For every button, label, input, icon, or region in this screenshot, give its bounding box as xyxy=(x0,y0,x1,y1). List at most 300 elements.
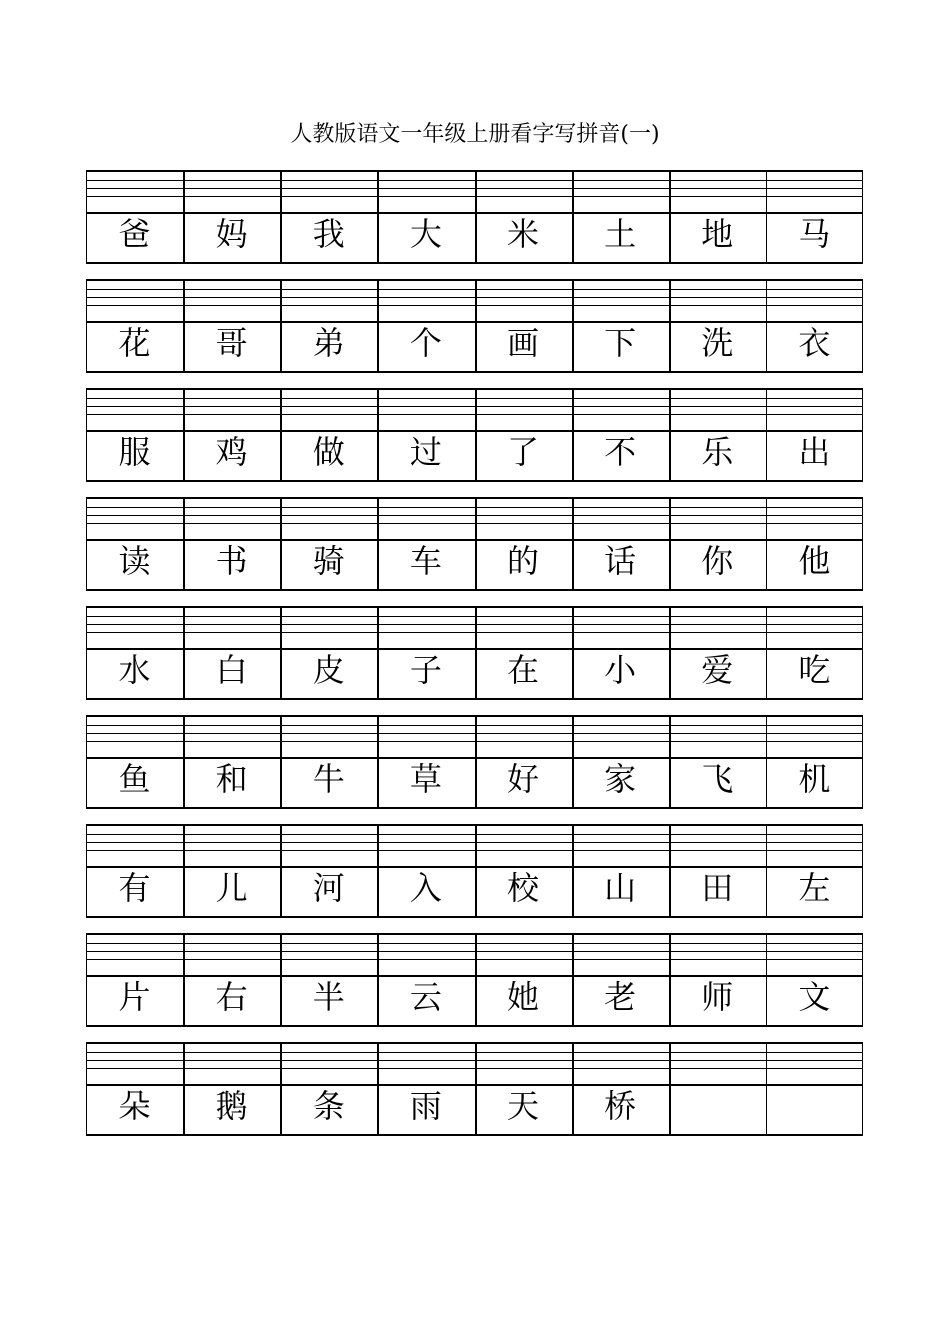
writing-cell[interactable] xyxy=(86,933,183,1027)
pinyin-line xyxy=(475,497,572,499)
cell-divider xyxy=(183,606,185,700)
pinyin-line xyxy=(475,715,572,717)
writing-cell[interactable] xyxy=(669,933,766,1027)
pinyin-line xyxy=(377,842,474,843)
cell-divider xyxy=(183,170,185,264)
writing-cell[interactable] xyxy=(766,279,863,373)
chinese-character: 牛 xyxy=(312,760,345,798)
pinyin-line xyxy=(377,289,474,290)
pinyin-line xyxy=(280,606,377,608)
pinyin-line xyxy=(572,196,669,197)
writing-cell[interactable] xyxy=(572,1042,669,1136)
pinyin-line xyxy=(475,170,572,172)
cell-divider xyxy=(766,824,767,918)
writing-cell[interactable] xyxy=(475,388,572,482)
cell-divider xyxy=(183,715,185,809)
writing-cell[interactable] xyxy=(280,606,377,700)
cell-divider xyxy=(475,279,477,373)
writing-cell[interactable] xyxy=(183,388,280,482)
pinyin-line xyxy=(183,289,280,290)
pinyin-line xyxy=(669,741,766,742)
pinyin-line xyxy=(183,715,280,717)
pinyin-line xyxy=(377,933,474,935)
pinyin-line xyxy=(669,624,766,625)
pinyin-line xyxy=(86,523,183,524)
pinyin-line xyxy=(669,305,766,306)
chinese-character: 你 xyxy=(701,542,734,580)
writing-cell[interactable] xyxy=(183,170,280,264)
writing-cell[interactable] xyxy=(280,1042,377,1136)
cell-divider xyxy=(475,933,477,1027)
writing-cell[interactable] xyxy=(377,715,474,809)
pinyin-line xyxy=(475,515,572,516)
pinyin-line xyxy=(572,842,669,843)
cell-divider xyxy=(377,388,379,482)
pinyin-line xyxy=(280,188,377,189)
cell-divider xyxy=(669,497,671,591)
pinyin-line xyxy=(669,414,766,415)
pinyin-line xyxy=(669,523,766,524)
pinyin-line xyxy=(766,725,863,726)
pinyin-line xyxy=(475,842,572,843)
pinyin-line xyxy=(377,1052,474,1053)
pinyin-line xyxy=(183,406,280,407)
pinyin-line xyxy=(766,741,863,742)
writing-cell[interactable] xyxy=(766,824,863,918)
cell-divider xyxy=(766,933,767,1027)
pinyin-line xyxy=(183,951,280,952)
chinese-character: 文 xyxy=(798,978,831,1016)
pinyin-line xyxy=(86,834,183,835)
pinyin-line xyxy=(280,733,377,734)
pinyin-line xyxy=(377,497,474,499)
pinyin-line xyxy=(475,725,572,726)
chinese-character: 车 xyxy=(409,542,442,580)
writing-cell[interactable] xyxy=(377,933,474,1027)
writing-cell[interactable] xyxy=(86,388,183,482)
writing-cell[interactable] xyxy=(475,606,572,700)
chinese-character xyxy=(669,1078,766,1134)
writing-cell[interactable] xyxy=(475,279,572,373)
writing-cell[interactable] xyxy=(86,606,183,700)
pinyin-line xyxy=(183,824,280,826)
cell-divider xyxy=(280,715,282,809)
pinyin-line xyxy=(766,289,863,290)
pinyin-line xyxy=(280,624,377,625)
pinyin-line xyxy=(766,305,863,306)
cell-divider xyxy=(280,497,282,591)
writing-cell[interactable] xyxy=(766,606,863,700)
chinese-character: 衣 xyxy=(798,324,831,362)
writing-cell[interactable] xyxy=(183,933,280,1027)
writing-cell[interactable] xyxy=(377,388,474,482)
pinyin-line xyxy=(280,824,377,826)
pinyin-line xyxy=(377,733,474,734)
pinyin-line xyxy=(669,842,766,843)
writing-cell[interactable] xyxy=(669,388,766,482)
pinyin-line xyxy=(475,279,572,281)
writing-cell[interactable] xyxy=(475,933,572,1027)
cell-divider xyxy=(475,715,477,809)
pinyin-line xyxy=(183,297,280,298)
writing-cell[interactable] xyxy=(475,715,572,809)
writing-cell[interactable] xyxy=(475,1042,572,1136)
pinyin-line xyxy=(766,850,863,851)
pinyin-line xyxy=(669,289,766,290)
pinyin-line xyxy=(183,733,280,734)
pinyin-line xyxy=(766,1042,863,1044)
pinyin-line xyxy=(766,616,863,617)
pinyin-line xyxy=(669,398,766,399)
pinyin-line xyxy=(766,388,863,390)
chinese-character: 水 xyxy=(118,651,151,689)
chinese-character: 云 xyxy=(409,978,442,1016)
writing-cell[interactable] xyxy=(183,497,280,591)
pinyin-line xyxy=(377,170,474,172)
pinyin-line xyxy=(280,725,377,726)
chinese-character: 吃 xyxy=(798,651,831,689)
chinese-character: 飞 xyxy=(701,760,734,798)
pinyin-line xyxy=(377,406,474,407)
writing-cell[interactable] xyxy=(766,497,863,591)
writing-cell[interactable] xyxy=(280,279,377,373)
cell-divider xyxy=(183,497,185,591)
pinyin-line xyxy=(183,515,280,516)
pinyin-line xyxy=(377,741,474,742)
chinese-character: 出 xyxy=(798,433,831,471)
writing-cell[interactable] xyxy=(475,824,572,918)
chinese-character: 鸡 xyxy=(215,433,248,471)
cell-divider xyxy=(377,170,379,264)
pinyin-line xyxy=(280,388,377,390)
cell-divider xyxy=(183,824,185,918)
pinyin-line xyxy=(377,850,474,851)
writing-cell[interactable] xyxy=(766,170,863,264)
pinyin-line xyxy=(475,733,572,734)
pinyin-line xyxy=(86,497,183,499)
pinyin-line xyxy=(475,1052,572,1053)
pinyin-line xyxy=(86,951,183,952)
cell-divider xyxy=(766,388,767,482)
pinyin-line xyxy=(183,943,280,944)
chinese-character: 地 xyxy=(701,215,734,253)
writing-cell[interactable] xyxy=(572,824,669,918)
chinese-character: 有 xyxy=(118,869,151,907)
chinese-character: 做 xyxy=(312,433,345,471)
pinyin-line xyxy=(86,616,183,617)
pinyin-line xyxy=(377,1068,474,1069)
writing-cell[interactable] xyxy=(377,279,474,373)
pinyin-line xyxy=(183,933,280,935)
pinyin-line xyxy=(377,951,474,952)
pinyin-line xyxy=(475,188,572,189)
pinyin-line xyxy=(669,1060,766,1061)
pinyin-worksheet xyxy=(86,170,863,1151)
pinyin-line xyxy=(280,933,377,935)
writing-cell[interactable] xyxy=(475,170,572,264)
pinyin-line xyxy=(669,943,766,944)
cell-divider xyxy=(669,824,671,918)
writing-cell[interactable] xyxy=(766,388,863,482)
writing-cell[interactable] xyxy=(183,279,280,373)
writing-cell[interactable] xyxy=(572,606,669,700)
pinyin-line xyxy=(183,606,280,608)
pinyin-line xyxy=(572,733,669,734)
chinese-character: 我 xyxy=(312,215,345,253)
cell-divider xyxy=(475,388,477,482)
pinyin-line xyxy=(183,523,280,524)
pinyin-line xyxy=(669,279,766,281)
pinyin-line xyxy=(572,834,669,835)
cell-divider xyxy=(377,933,379,1027)
chinese-character: 大 xyxy=(409,215,442,253)
writing-cell[interactable] xyxy=(572,170,669,264)
cell-divider xyxy=(280,1042,282,1136)
chinese-character: 鱼 xyxy=(118,760,151,798)
pinyin-line xyxy=(86,824,183,826)
pinyin-line xyxy=(377,196,474,197)
pinyin-line xyxy=(475,388,572,390)
pinyin-line xyxy=(669,1042,766,1044)
writing-cell[interactable] xyxy=(86,824,183,918)
pinyin-line xyxy=(572,624,669,625)
pinyin-line xyxy=(86,414,183,415)
cell-divider xyxy=(669,715,671,809)
cell-divider xyxy=(572,388,574,482)
pinyin-line xyxy=(669,951,766,952)
chinese-character: 朵 xyxy=(118,1087,151,1125)
pinyin-line xyxy=(280,834,377,835)
pinyin-line xyxy=(669,515,766,516)
pinyin-line xyxy=(475,850,572,851)
pinyin-line xyxy=(86,507,183,508)
pinyin-line xyxy=(280,1042,377,1044)
character-row xyxy=(86,824,863,918)
pinyin-line xyxy=(475,951,572,952)
pinyin-line xyxy=(86,1060,183,1061)
pinyin-line xyxy=(280,1060,377,1061)
writing-cell[interactable] xyxy=(280,170,377,264)
pinyin-line xyxy=(572,951,669,952)
pinyin-line xyxy=(280,497,377,499)
writing-cell[interactable] xyxy=(669,715,766,809)
cell-divider xyxy=(572,170,574,264)
pinyin-line xyxy=(86,188,183,189)
chinese-character: 河 xyxy=(312,869,345,907)
cell-divider xyxy=(669,606,671,700)
pinyin-line xyxy=(183,741,280,742)
writing-cell[interactable] xyxy=(280,715,377,809)
pinyin-line xyxy=(475,624,572,625)
writing-cell[interactable] xyxy=(766,1042,863,1136)
pinyin-line xyxy=(475,943,572,944)
pinyin-line xyxy=(183,725,280,726)
writing-cell[interactable] xyxy=(377,497,474,591)
chinese-character: 的 xyxy=(507,542,540,580)
character-row xyxy=(86,606,863,700)
pinyin-line xyxy=(183,1068,280,1069)
pinyin-line xyxy=(766,834,863,835)
pinyin-line xyxy=(572,414,669,415)
chinese-character: 他 xyxy=(798,542,831,580)
chinese-character: 草 xyxy=(409,760,442,798)
pinyin-line xyxy=(475,933,572,935)
writing-cell[interactable] xyxy=(183,715,280,809)
writing-cell[interactable] xyxy=(572,497,669,591)
character-row xyxy=(86,497,863,591)
pinyin-line xyxy=(377,725,474,726)
pinyin-line xyxy=(766,180,863,181)
pinyin-line xyxy=(280,170,377,172)
pinyin-line xyxy=(377,523,474,524)
pinyin-line xyxy=(86,1052,183,1053)
writing-cell[interactable] xyxy=(86,715,183,809)
writing-cell[interactable] xyxy=(766,933,863,1027)
pinyin-line xyxy=(86,850,183,851)
writing-cell[interactable] xyxy=(280,933,377,1027)
pinyin-line xyxy=(766,933,863,935)
chinese-character: 服 xyxy=(118,433,151,471)
chinese-character: 个 xyxy=(409,324,442,362)
pinyin-line xyxy=(766,606,863,608)
writing-cell[interactable] xyxy=(669,606,766,700)
pinyin-line xyxy=(669,196,766,197)
chinese-character: 入 xyxy=(409,869,442,907)
pinyin-line xyxy=(669,507,766,508)
writing-cell[interactable] xyxy=(280,824,377,918)
cell-divider xyxy=(280,170,282,264)
pinyin-line xyxy=(766,733,863,734)
writing-cell[interactable] xyxy=(377,606,474,700)
writing-cell[interactable] xyxy=(669,279,766,373)
pinyin-line xyxy=(377,515,474,516)
pinyin-line xyxy=(377,414,474,415)
chinese-character: 乐 xyxy=(701,433,734,471)
writing-cell[interactable] xyxy=(572,933,669,1027)
pinyin-line xyxy=(475,196,572,197)
writing-cell[interactable] xyxy=(183,824,280,918)
cell-divider xyxy=(475,606,477,700)
pinyin-line xyxy=(475,741,572,742)
pinyin-line xyxy=(475,824,572,826)
writing-cell[interactable] xyxy=(572,279,669,373)
cell-divider xyxy=(475,1042,477,1136)
writing-cell[interactable] xyxy=(572,388,669,482)
pinyin-line xyxy=(475,1042,572,1044)
page-title: 人教版语文一年级上册看字写拼音(一) xyxy=(290,122,660,147)
pinyin-line xyxy=(572,406,669,407)
pinyin-line xyxy=(669,715,766,717)
pinyin-line xyxy=(280,715,377,717)
cell-divider xyxy=(572,279,574,373)
pinyin-line xyxy=(475,606,572,608)
pinyin-line xyxy=(280,943,377,944)
cell-divider xyxy=(572,606,574,700)
cell-divider xyxy=(572,824,574,918)
cell-divider xyxy=(669,933,671,1027)
pinyin-line xyxy=(572,715,669,717)
writing-cell[interactable] xyxy=(377,170,474,264)
writing-cell[interactable] xyxy=(572,715,669,809)
chinese-character: 小 xyxy=(604,651,637,689)
cell-divider xyxy=(377,606,379,700)
pinyin-line xyxy=(475,834,572,835)
pinyin-line xyxy=(766,297,863,298)
pinyin-line xyxy=(669,616,766,617)
pinyin-line xyxy=(280,842,377,843)
cell-divider xyxy=(280,279,282,373)
pinyin-line xyxy=(475,523,572,524)
pinyin-line xyxy=(377,624,474,625)
chinese-character: 条 xyxy=(312,1087,345,1125)
pinyin-line xyxy=(669,297,766,298)
writing-cell[interactable] xyxy=(669,1042,766,1136)
chinese-character: 妈 xyxy=(215,215,248,253)
cell-divider xyxy=(766,1042,767,1136)
cell-divider xyxy=(669,1042,671,1136)
writing-cell[interactable] xyxy=(86,170,183,264)
pinyin-line xyxy=(475,305,572,306)
chinese-character: 哥 xyxy=(215,324,248,362)
writing-cell[interactable] xyxy=(86,497,183,591)
pinyin-line xyxy=(183,188,280,189)
pinyin-line xyxy=(183,196,280,197)
pinyin-line xyxy=(572,606,669,608)
writing-cell[interactable] xyxy=(766,715,863,809)
writing-cell[interactable] xyxy=(86,279,183,373)
pinyin-line xyxy=(86,297,183,298)
chinese-character: 过 xyxy=(409,433,442,471)
writing-cell[interactable] xyxy=(669,824,766,918)
pinyin-line xyxy=(475,297,572,298)
chinese-character: 子 xyxy=(409,651,442,689)
pinyin-line xyxy=(475,180,572,181)
writing-cell[interactable] xyxy=(475,497,572,591)
writing-cell[interactable] xyxy=(183,606,280,700)
cell-divider xyxy=(766,715,767,809)
pinyin-line xyxy=(766,1060,863,1061)
writing-cell[interactable] xyxy=(377,1042,474,1136)
pinyin-line xyxy=(280,515,377,516)
pinyin-line xyxy=(475,959,572,960)
writing-cell[interactable] xyxy=(280,388,377,482)
pinyin-line xyxy=(280,406,377,407)
cell-divider xyxy=(669,388,671,482)
pinyin-line xyxy=(377,507,474,508)
pinyin-line xyxy=(377,632,474,633)
pinyin-line xyxy=(280,398,377,399)
pinyin-line xyxy=(86,1068,183,1069)
pinyin-line xyxy=(572,188,669,189)
chinese-character: 半 xyxy=(312,978,345,1016)
pinyin-line xyxy=(669,834,766,835)
writing-cell[interactable] xyxy=(669,497,766,591)
cell-divider xyxy=(377,824,379,918)
cell-divider xyxy=(280,606,282,700)
pinyin-line xyxy=(572,1068,669,1069)
pinyin-line xyxy=(280,1052,377,1053)
writing-cell[interactable] xyxy=(377,824,474,918)
writing-cell[interactable] xyxy=(669,170,766,264)
pinyin-line xyxy=(572,388,669,390)
writing-cell[interactable] xyxy=(183,1042,280,1136)
pinyin-line xyxy=(377,616,474,617)
chinese-character: 弟 xyxy=(312,324,345,362)
writing-cell[interactable] xyxy=(280,497,377,591)
pinyin-line xyxy=(766,398,863,399)
pinyin-line xyxy=(669,180,766,181)
writing-cell[interactable] xyxy=(86,1042,183,1136)
